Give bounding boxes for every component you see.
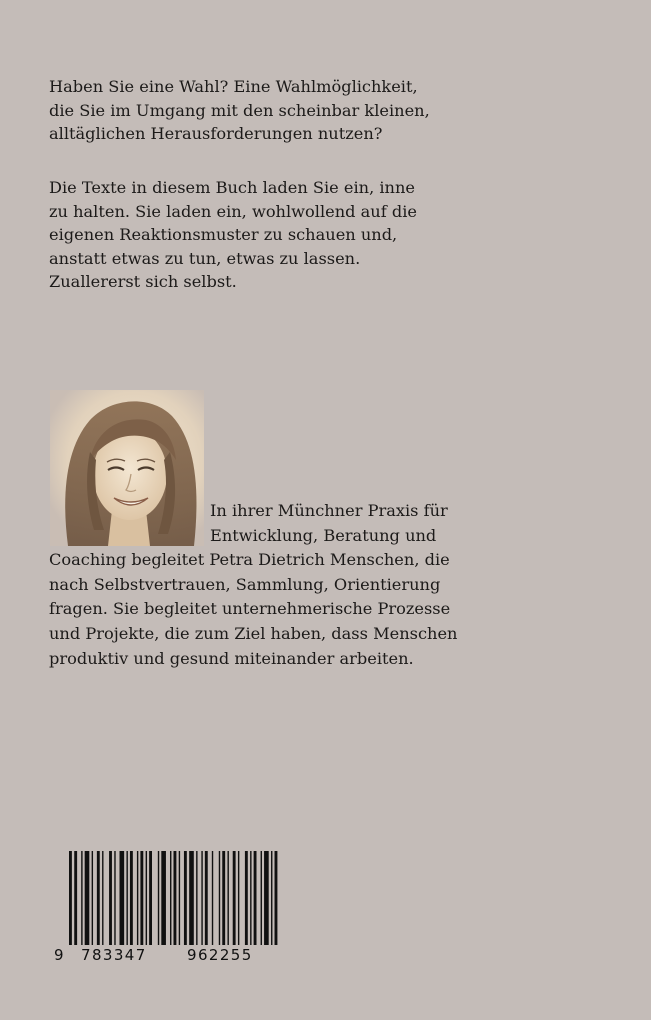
- blurb-paragraph-1: [49, 75, 430, 146]
- barcode-bar: [227, 851, 228, 945]
- blurb-line: eigenen Reaktionsmuster zu schauen und,: [49, 225, 398, 245]
- barcode-bar: [109, 851, 112, 945]
- bio-line: Coaching begleitet Petra Dietrich Menschen, die: [49, 550, 450, 570]
- barcode-bar: [254, 851, 257, 945]
- barcode-bar: [92, 851, 93, 945]
- barcode-bar: [212, 851, 213, 945]
- barcode-bar: [275, 851, 278, 945]
- barcode-bar: [189, 851, 194, 945]
- barcode-bar: [245, 851, 248, 945]
- barcode-bar: [174, 851, 177, 945]
- barcode-bar: [126, 851, 127, 945]
- barcode-first-digit: 9: [54, 946, 65, 964]
- barcode-bar: [238, 851, 239, 945]
- barcode-bar: [102, 851, 103, 945]
- barcode-bar: [140, 851, 143, 945]
- barcode-bar: [81, 851, 82, 945]
- isbn-barcode: [52, 845, 290, 973]
- barcode-bar: [69, 851, 72, 945]
- barcode-bar: [130, 851, 133, 945]
- barcode-bar: [146, 851, 147, 945]
- bio-line: und Projekte, die zum Ziel haben, dass Menschen: [49, 623, 458, 643]
- barcode-bar: [184, 851, 187, 945]
- bio-line: Entwicklung, Beratung und: [210, 525, 437, 545]
- barcode-bar: [149, 851, 152, 945]
- barcode-bar: [271, 851, 272, 945]
- barcode-bar: [120, 851, 125, 945]
- bio-line: In ihrer Münchner Praxis für: [210, 501, 448, 520]
- barcode-bar: [85, 851, 90, 945]
- blurb-line: Zuallererst sich selbst.: [49, 272, 237, 292]
- barcode-bar: [222, 851, 225, 945]
- barcode-bar: [201, 851, 202, 945]
- barcode-bar: [219, 851, 220, 945]
- barcode-bar: [196, 851, 197, 945]
- blurb-line: zu halten. Sie laden ein, wohlwollend auf die: [49, 201, 417, 221]
- barcode-bar: [264, 851, 269, 945]
- barcode-right-digits: 962255: [187, 946, 253, 964]
- barcode-bar: [74, 851, 77, 945]
- barcode-bar: [161, 851, 166, 945]
- barcode-bar: [261, 851, 262, 945]
- barcode-bar: [158, 851, 159, 945]
- blurb-line: alltäglichen Herausforderungen nutzen?: [49, 124, 383, 144]
- barcode-bar: [137, 851, 138, 945]
- barcode-bar: [97, 851, 100, 945]
- barcode-bar: [114, 851, 115, 945]
- barcode-left-digits: 783347: [81, 946, 147, 964]
- bio-line: fragen. Sie begleitet unternehmerische Prozesse: [49, 599, 451, 619]
- barcode-bars: [52, 845, 290, 945]
- blurb-line: Die Texte in diesem Buch laden Sie ein, inne: [49, 178, 415, 197]
- blurb-line: Haben Sie eine Wahl? Eine Wahlmöglichkeit,: [49, 77, 418, 96]
- blurb-line: anstatt etwas zu tun, etwas zu lassen.: [49, 248, 361, 268]
- blurb-paragraph-2: [49, 176, 417, 294]
- blurb-line: die Sie im Umgang mit den scheinbar kleinen,: [49, 100, 430, 120]
- barcode-bar: [179, 851, 180, 945]
- bio-line: produktiv und gesund miteinander arbeiten.: [49, 648, 414, 668]
- bio-line: nach Selbstvertrauen, Sammlung, Orientierung: [49, 574, 441, 594]
- barcode-bar: [250, 851, 251, 945]
- barcode-bar: [205, 851, 208, 945]
- barcode-bar: [170, 851, 171, 945]
- author-bio: [49, 499, 457, 671]
- barcode-bar: [233, 851, 236, 945]
